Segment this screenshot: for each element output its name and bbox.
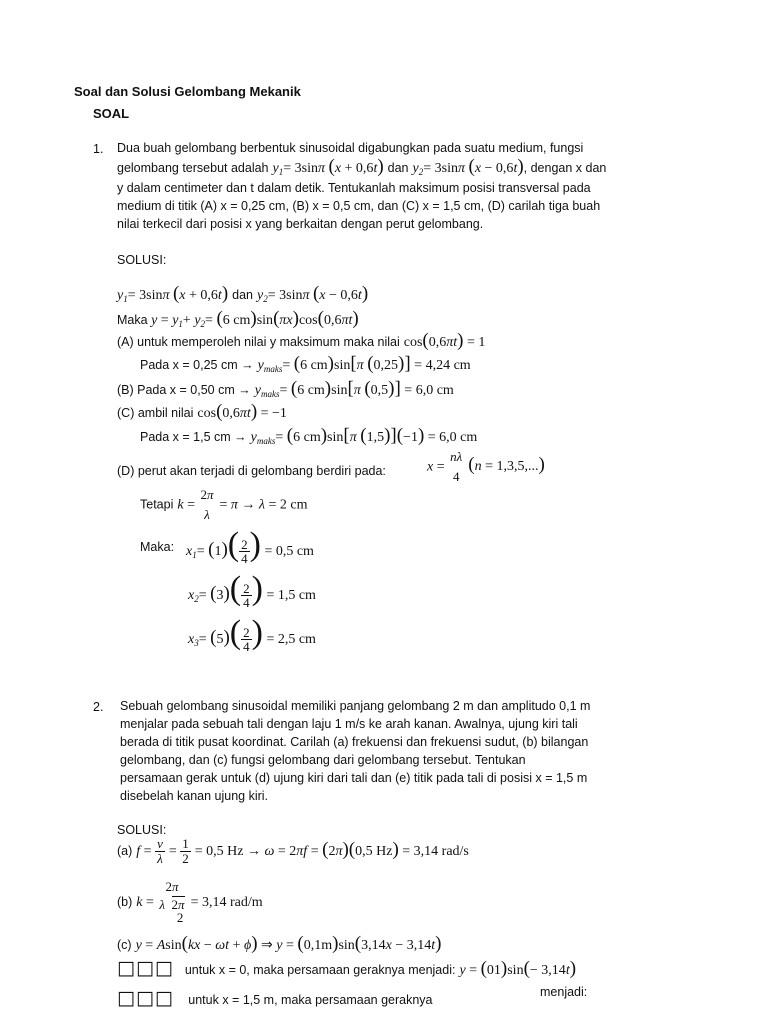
q1-part-c: (C) ambil nilai cos(0,6πt) = −1 (117, 401, 287, 422)
q2-part-d: □□□ untuk x = 0, maka persamaan geraknya menjadi: y = (01)sin(− 3,14t) (117, 957, 577, 979)
bullet-boxes-icon: □□□ (117, 987, 174, 1009)
q1-part-a-result: Pada x = 0,25 cm → $y_{maks}= (6$ cm)sin[π (0,25)] = 4,24 cm (140, 353, 471, 374)
q1-part-d-formula: x = nλ 4 (n = 1,3,5,...) (427, 449, 545, 484)
q1-wavelength: Tetapi k = 2π λ = π → λ = 2 cm (140, 487, 308, 522)
q1-part-b: (B) Pada x = 0,50 cm → $y_{maks}= (6$ cm)sin[π (0,5)] = 6,0 cm (117, 378, 454, 399)
q1-x1: $x_1= (1)$( $\frac{2}{4}$ ) = 0,5 cm (186, 526, 314, 567)
q1-part-a: (A) untuk memperoleh nilai y maksimum maka nilai cos(0,6πt) = 1 (117, 330, 486, 351)
q2-line1: Sebuah gelombang sinusoidal memiliki panjang gelombang 2 m dan amplitudo 0,1 m (120, 699, 591, 713)
q1-part-c-result: Pada x = 1,5 cm → $y_{maks}= (6$ cm)sin[π (1,5)](−1) = 6,0 cm (140, 425, 478, 446)
q1-line3: y dalam centimeter dan t dalam detik. Tentukanlah maksimum posisi transversal pada (117, 181, 591, 195)
q2-solusi-label: SOLUSI: (117, 823, 167, 837)
section-label: SOAL (93, 106, 130, 121)
q2-line2: menjalar pada sebuah tali dengan laju 1 m/s ke arah kanan. Awalnya, ujung kiri tali (120, 717, 578, 731)
q1-line1: Dua buah gelombang berbentuk sinusoidal digabungkan pada suatu medium, fungsi (117, 141, 584, 155)
q2-line3: berada di titik pusat koordinat. Carilah (a) frekuensi dan frekuensi sudut, (b) bilangan (120, 735, 589, 749)
page-title: Soal dan Solusi Gelombang Mekanik (74, 84, 301, 99)
q1-x2: $x_2= (3)$( $\frac{2}{4}$ ) = 1,5 cm (188, 570, 316, 611)
q1-eq-superposition: Maka $y = y_1+ y_2= (6$ cm)sin(πx)cos(0,6πt) (117, 308, 359, 329)
q1-line5: nilai terkecil dari posisi x yang berkaitan dengan perut gelombang. (117, 217, 484, 231)
bullet-boxes-icon: □□□ (117, 957, 174, 979)
q2-line6: disebelah kanan ujung kiri. (120, 789, 269, 803)
q2-line5: persamaan gerak untuk (d) ujung kiri dari tali dan (e) titik pada tali di posisi x = 1,5 m (120, 771, 588, 785)
q2-part-a: (a) f = $\frac{v}{\lambda}$ = $\frac{1}{2}$ = 0,5 Hz → ω = 2πf = (2π)(0,5 Hz) = 3,14 rad/s (117, 836, 469, 866)
q1-line4: medium di titik (A) x = 0,25 cm, (B) x = 0,5 cm, dan (C) x = 1,5 cm, (D) carilah tiga buah (117, 199, 601, 213)
q2-number: 2. (93, 700, 104, 714)
q2-part-b: (b) k = 2π λ 2π 2 = 3,14 rad/m (117, 879, 263, 926)
q2-part-e-menjadi: menjadi: (540, 985, 588, 999)
q1-eq-given: $y_1= 3\sin\pi$ (x + 0,6t) dan $y_2= 3\sin\pi$ (x − 0,6t) (117, 283, 369, 304)
q1-x3: $x_3= (5)$( $\frac{2}{4}$ ) = 2,5 cm (188, 614, 316, 655)
q1-maka-label: Maka: (140, 540, 175, 554)
q2-part-e: □□□ untuk x = 1,5 m, maka persamaan geraknya (117, 987, 433, 1009)
q1-line2: gelombang tersebut adalah $y_1= 3\sin\pi$ (x + 0,6t) dan $y_2= 3\sin\pi$ (x − 0,6t), dengan x dan (117, 156, 607, 177)
q1-number: 1. (93, 142, 104, 156)
q1-solusi-label: SOLUSI: (117, 253, 167, 267)
q2-part-c: (c) y = Asin(kx − ωt + ϕ) ⇒ y = (0,1m)sin(3,14x − 3,14t) (117, 933, 442, 954)
q2-line4: gelombang, dan (c) fungsi gelombang dari gelombang tersebut. Tentukan (120, 753, 526, 767)
q1-part-d: (D) perut akan terjadi di gelombang berdiri pada: (117, 464, 386, 478)
